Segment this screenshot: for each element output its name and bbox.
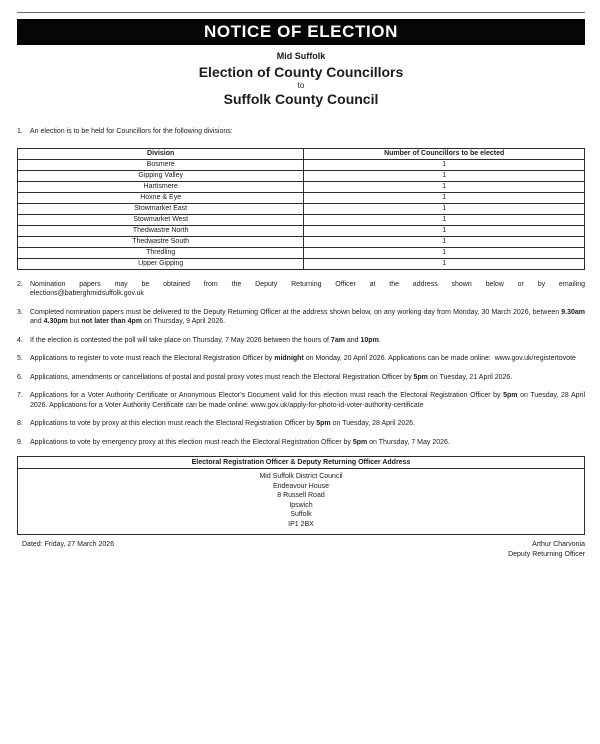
address-lines <box>18 469 584 534</box>
count-cell: 1 <box>304 214 585 225</box>
division-cell: Thedwastre North <box>18 225 304 236</box>
notice-banner <box>17 19 585 45</box>
division-cell: Thedwastre South <box>18 236 304 247</box>
notice-text: Completed nomination papers must be delivered to the Deputy Returning Officer at the address shown below, on any working day from Monday, 30 March 2026, between 9.30am and 4.30pm but not later than 4pm on Thursday, 9 April 2026. <box>30 308 585 325</box>
notice-item <box>17 419 585 429</box>
notice-number: 6. <box>17 373 23 381</box>
division-column-header: Division <box>18 148 304 159</box>
division-cell: Stowmarket West <box>18 214 304 225</box>
address-line: Mid Suffolk District Council <box>259 473 343 480</box>
division-cell: Upper Gipping <box>18 258 304 269</box>
connector-text: to <box>297 81 305 90</box>
dated-line: Dated: Friday, 27 March 2026 <box>22 541 115 548</box>
count-cell: 1 <box>304 236 585 247</box>
address-line: 8 Russell Road <box>277 492 325 499</box>
count-cell: 1 <box>304 159 585 170</box>
notice-item <box>17 391 585 410</box>
table-row <box>18 203 585 214</box>
division-cell: Hoxne & Eye <box>18 192 304 203</box>
count-cell: 1 <box>304 192 585 203</box>
notice-number: 3. <box>17 308 23 316</box>
notice-item <box>17 373 585 383</box>
divisions-table-body <box>18 159 585 269</box>
signatory-title: Deputy Returning Officer <box>508 550 585 558</box>
signatory-name: Arthur Charvonia <box>532 541 585 548</box>
notice-text: Applications to vote by proxy at this election must reach the Electoral Registration Officer by 5pm on Tuesday, 28 April 2026. <box>30 420 415 427</box>
address-box <box>17 456 585 535</box>
address-line: Suffolk <box>290 511 312 518</box>
notice-text: Applications, amendments or cancellations of postal and postal proxy votes must reach the Electoral Registration Officer by 5pm on Tuesday, 21 April 2026. <box>30 373 513 381</box>
table-row <box>18 247 585 258</box>
count-cell: 1 <box>304 258 585 269</box>
table-row <box>18 236 585 247</box>
notice-item <box>17 280 585 299</box>
count-column-header: Number of Councillors to be elected <box>304 148 585 159</box>
count-cell: 1 <box>304 170 585 181</box>
division-cell: Gipping Valley <box>18 170 304 181</box>
notice-text: Applications to vote by emergency proxy at this election must reach the Electoral Registration Officer by 5pm on Thursday, 7 May 2026. <box>30 438 450 446</box>
count-cell: 1 <box>304 225 585 236</box>
notice-number: 9. <box>17 438 23 446</box>
count-cell: 1 <box>304 203 585 214</box>
notice-text: Applications for a Voter Authority Certificate or Anonymous Elector's Document valid for this election must reach the Electoral Registration Officer by 5pm on Tuesday, 28 April 2026. Applications for a Voter Authority Certificate can be made online: www.gov.uk/apply-for-photo-id-voter-authority-certificate <box>30 392 585 409</box>
table-header-row <box>18 148 585 159</box>
table-row <box>18 181 585 192</box>
division-cell: Bosmere <box>18 159 304 170</box>
document-footer <box>17 540 585 559</box>
notice-text: Applications to register to vote must reach the Electoral Registration Officer by midnight on Monday, 20 April 2026. Applications can be made online: www.gov.uk/registertovote <box>30 355 576 362</box>
notice-number: 4. <box>17 336 23 344</box>
notice-item <box>17 354 585 364</box>
notice-number: 1. <box>17 128 23 135</box>
table-row <box>18 159 585 170</box>
division-cell: Thredling <box>18 247 304 258</box>
document-subheader <box>17 51 585 107</box>
address-box-title: Electoral Registration Officer & Deputy Returning Officer Address <box>18 457 584 469</box>
notice-text: Nomination papers may be obtained from the Deputy Returning Officer at the address shown below or by emailing elections@baberghmidsuffolk.gov.uk <box>30 280 585 297</box>
notice-number: 5. <box>17 355 23 362</box>
table-row <box>18 214 585 225</box>
banner-top-rule <box>17 12 585 13</box>
notice-text: If the election is contested the poll will take place on Thursday, 7 May 2026 between the hours of 7am and 10pm. <box>30 336 381 344</box>
address-line: Ipswich <box>289 501 313 509</box>
division-cell: Stowmarket East <box>18 203 304 214</box>
notice-item <box>17 308 585 327</box>
divisions-table <box>17 148 585 270</box>
signature-block <box>508 540 585 559</box>
address-line: Endeavour House <box>272 482 330 490</box>
notice-item <box>17 438 585 448</box>
notice-number: 8. <box>17 420 23 427</box>
division-cell: Hartismere <box>18 181 304 192</box>
count-cell: 1 <box>304 181 585 192</box>
table-row <box>18 225 585 236</box>
notice-number: 2. <box>17 280 23 288</box>
banner-title: NOTICE OF ELECTION <box>203 22 399 41</box>
table-row <box>18 170 585 181</box>
notice-item <box>17 336 585 346</box>
address-line: IP1 2BX <box>288 520 314 528</box>
election-title: Election of County Councillors <box>198 64 404 80</box>
count-cell: 1 <box>304 247 585 258</box>
intro-item <box>17 127 585 137</box>
intro-text: An election is to be held for Councillors for the following divisions: <box>30 128 233 135</box>
table-row <box>18 258 585 269</box>
notices-list <box>17 280 585 448</box>
notice-number: 7. <box>17 392 23 399</box>
table-row <box>18 192 585 203</box>
district-name: Mid Suffolk <box>276 51 326 61</box>
council-name: Suffolk County Council <box>223 91 379 107</box>
